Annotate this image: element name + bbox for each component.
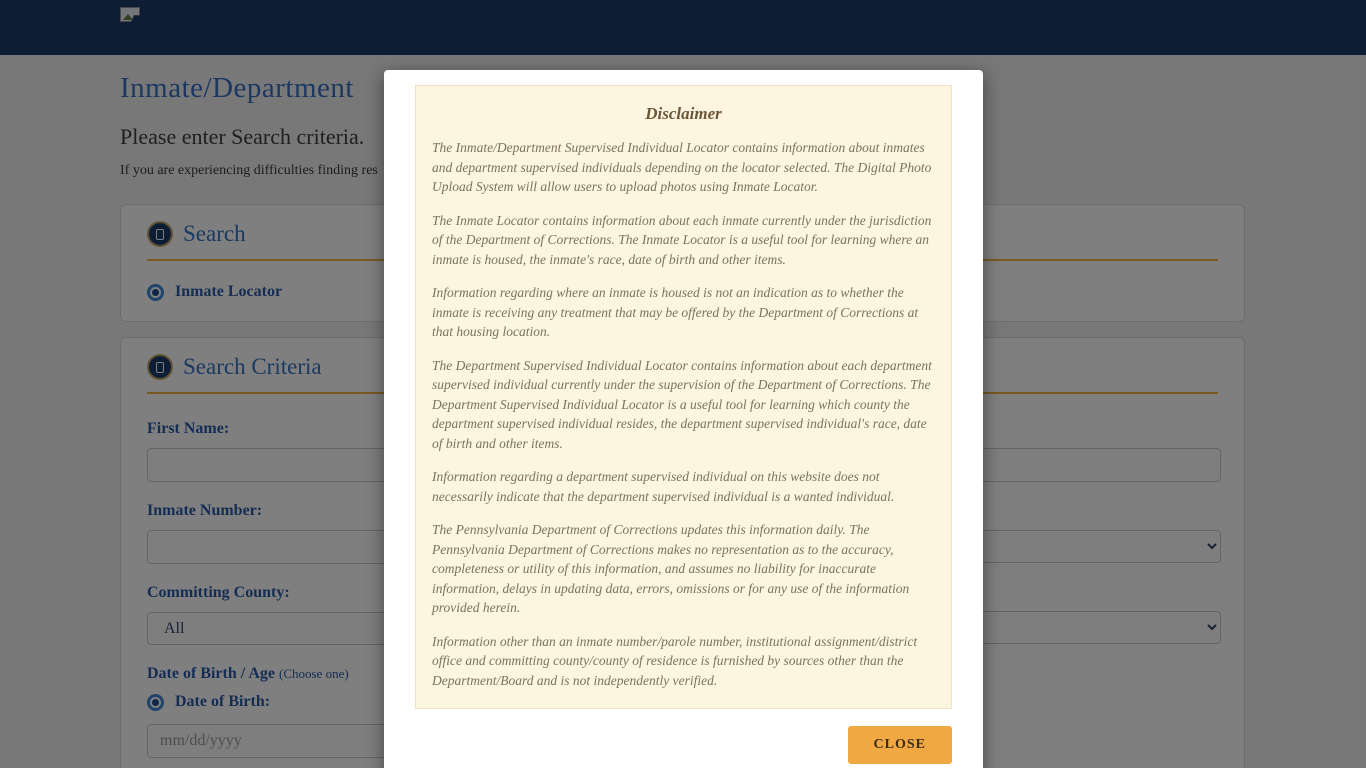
disclaimer-paragraph: Information regarding a department supervised individual on this website does not necessarily indicate that the department supervised individual is a wanted individual.: [432, 469, 895, 504]
close-button[interactable]: CLOSE: [848, 726, 952, 764]
disclaimer-paragraph: The Inmate/Department Supervised Individual Locator contains information about inmates and department supervised individuals depending on the locator selected. The Digital Photo Upload System will allow users to upload photos using Inmate Locator.: [432, 140, 932, 194]
disclaimer-modal: [384, 70, 983, 768]
disclaimer-paragraph: Information other than an inmate number/parole number, institutional assignment/district office and committing county/county of residence is furnished by sources other than the Department/Board and is not independently verified.: [432, 633, 918, 688]
disclaimer-paragraph: Information regarding where an inmate is housed is not an indication as to whether the inmate is receiving any treatment that may be offered by the Department of Corrections at that housing location.: [432, 285, 919, 339]
disclaimer-body: [415, 85, 952, 709]
modal-footer: [415, 726, 952, 764]
disclaimer-paragraph: The Pennsylvania Department of Corrections updates this information daily. The Pennsylvania Department of Corrections makes no representation as to the accuracy, completeness or utility of this information, and assumes no liability for inaccurate information, delays in updating data, errors, omissions or for any use of the information provided herein.: [432, 522, 910, 615]
disclaimer-paragraph: The Inmate Locator contains information about each inmate currently under the jurisdiction of the Department of Corrections. The Inmate Locator is a useful tool for learning where an inmate is housed, the inmate's race, date of birth and other items.: [432, 212, 932, 267]
disclaimer-paragraph: The Department Supervised Individual Locator contains information about each department supervised individual currently under the supervision of the Department of Corrections. The Department Supervised Individual Locator is a useful tool for learning which county the department supervised individual resides, the department supervised individual's race, date of birth and other items.: [432, 357, 932, 451]
disclaimer-title: Disclaimer: [645, 104, 722, 123]
